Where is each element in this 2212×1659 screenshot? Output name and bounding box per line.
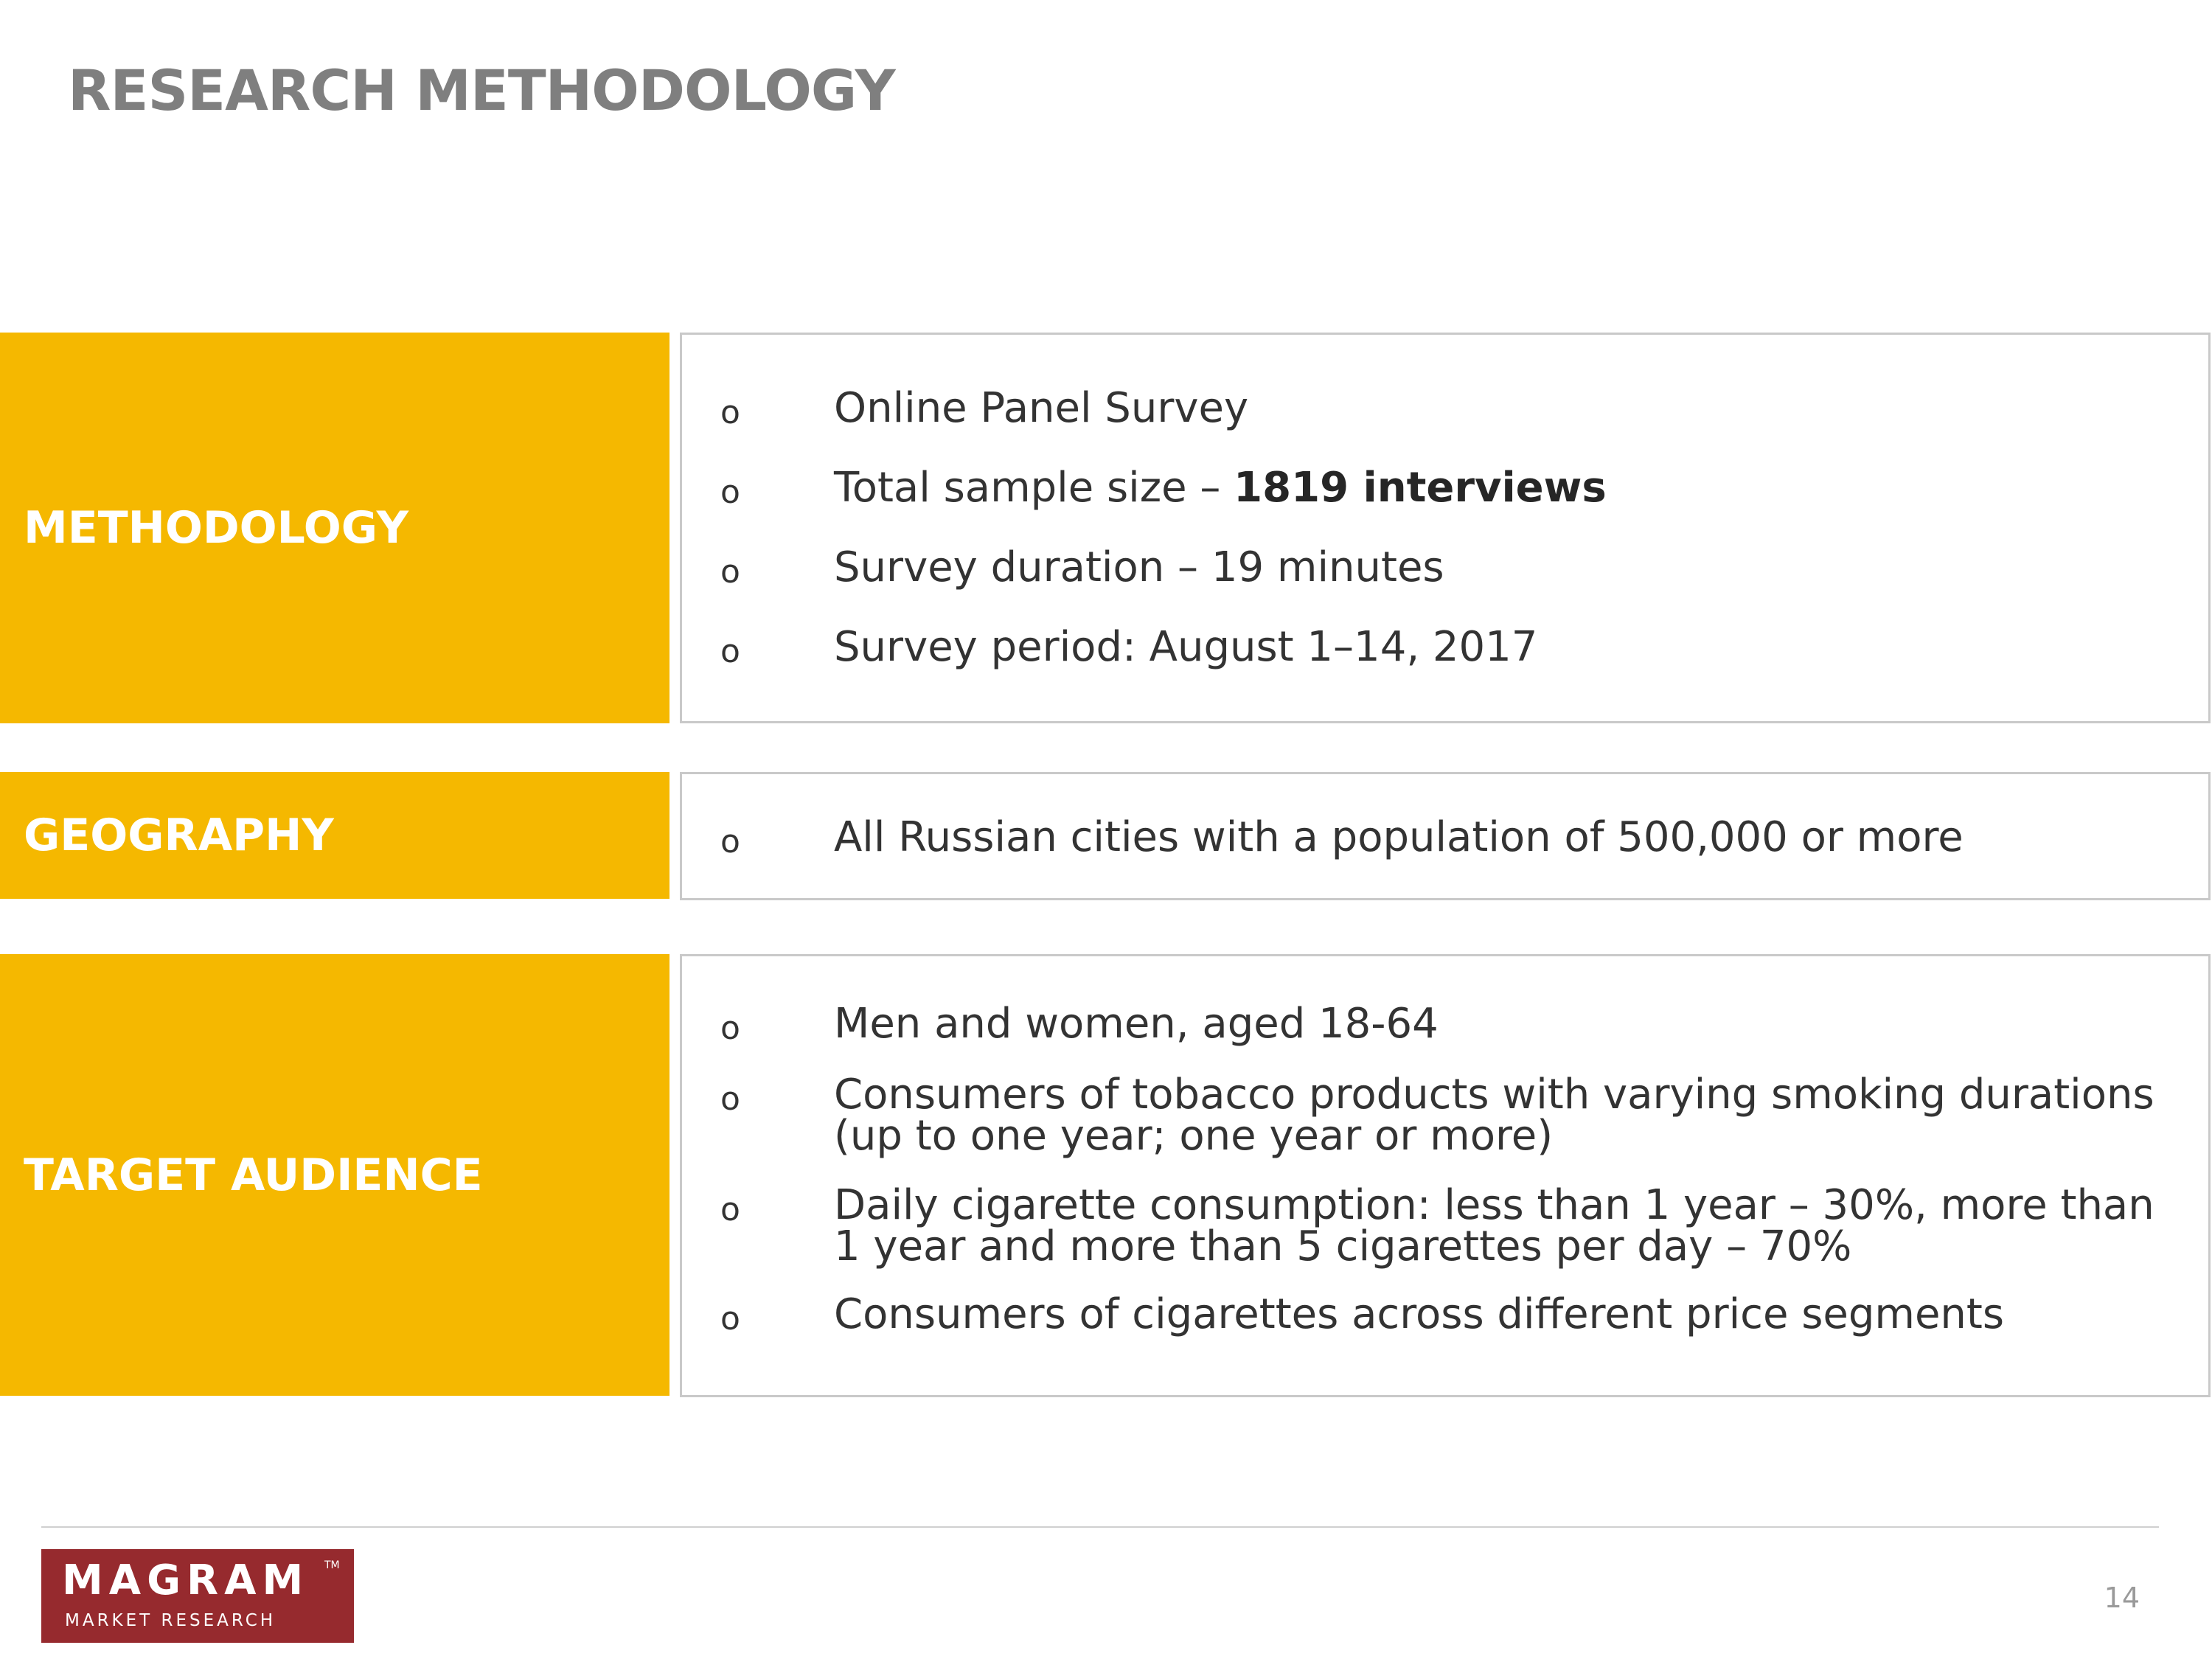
bullet-icon: o	[720, 1009, 740, 1047]
section-label-target-audience: TARGET AUDIENCE	[0, 954, 669, 1396]
list-item-text: Survey duration – 19 minutes	[834, 543, 1444, 591]
list-item-text: Daily cigarette consumption: less than 1 year – 30%, more than 1 year and more than 5 cigarettes per day – 70%	[834, 1181, 2154, 1270]
company-logo	[41, 1549, 354, 1643]
bullet-icon: o	[720, 823, 740, 860]
logo-subtitle: MARKET RESEARCH	[65, 1611, 276, 1630]
bullet-icon: o	[720, 633, 740, 670]
bullet-icon: o	[720, 1191, 740, 1228]
section-box-target-audience	[680, 954, 2211, 1397]
section-box-geography	[680, 772, 2211, 900]
section-label-geography: GEOGRAPHY	[0, 772, 669, 899]
list-item-text: Men and women, aged 18-64	[834, 1000, 1439, 1048]
list-item-text: All Russian cities with a population of 500,000 or more	[834, 813, 1964, 861]
sample-size-value: 1819 interviews	[1234, 464, 1607, 512]
page-number: 14	[2104, 1582, 2140, 1614]
footer-divider	[41, 1526, 2159, 1528]
bullet-icon: o	[720, 553, 740, 591]
list-item-text: Consumers of tobacco products with varying smoking durations (up to one year; one year or more)	[834, 1071, 2154, 1160]
list-item-text: Consumers of cigarettes across different price segments	[834, 1290, 2005, 1338]
bullet-icon: o	[720, 394, 740, 431]
list-item-text: Survey period: August 1–14, 2017	[834, 623, 1538, 671]
bullet-icon: o	[720, 1080, 740, 1118]
list-item-text	[834, 464, 2179, 512]
section-box-methodology	[680, 333, 2211, 723]
page-title: RESEARCH METHODOLOGY	[68, 58, 895, 123]
section-label-methodology: METHODOLOGY	[0, 333, 669, 723]
logo-trademark: TM	[324, 1559, 340, 1571]
bullet-icon: o	[720, 473, 740, 511]
list-item-text: Online Panel Survey	[834, 384, 1249, 432]
list-item-text-plain: Total sample size –	[834, 464, 1234, 512]
bullet-icon: o	[720, 1300, 740, 1338]
logo-name: MAGRAM	[62, 1557, 310, 1604]
